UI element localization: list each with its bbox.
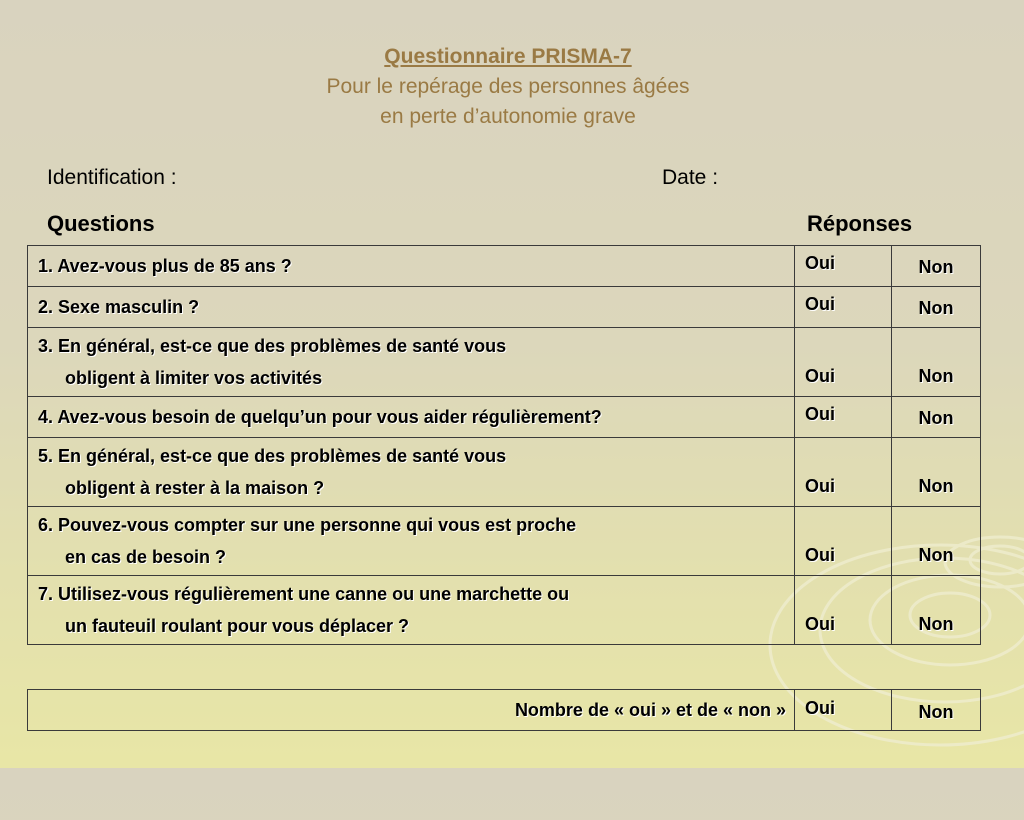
answer-yes-cell[interactable] [795, 328, 892, 397]
question-cell [28, 438, 795, 507]
answer-no-cell[interactable] [892, 438, 981, 507]
questions-heading: Questions [47, 211, 155, 236]
question-text: 3. En général, est-ce que des problèmes de santé vous [38, 336, 507, 356]
answer-no-cell[interactable] [892, 328, 981, 397]
page-subtitle-line2: en perte d’autonomie grave [380, 105, 636, 128]
table-row [28, 576, 981, 645]
question-cell [28, 287, 795, 328]
answer-yes-cell[interactable] [795, 397, 892, 438]
answer-yes-cell[interactable] [795, 507, 892, 576]
totals-label-cell [28, 690, 795, 731]
answer-yes[interactable]: Oui [805, 476, 835, 496]
totals-yes-cell[interactable] [795, 690, 892, 731]
answer-no[interactable]: Non [918, 366, 954, 386]
totals-row [28, 690, 981, 731]
table-row [28, 438, 981, 507]
table-row [28, 287, 981, 328]
date-label: Date : [662, 166, 719, 189]
answer-no-cell[interactable] [892, 287, 981, 328]
answer-no[interactable]: Non [918, 298, 954, 318]
totals-no[interactable]: Non [918, 702, 954, 722]
totals-table [27, 689, 981, 731]
answer-yes[interactable]: Oui [805, 294, 835, 314]
responses-heading: Réponses [807, 211, 913, 236]
answer-yes-cell[interactable] [795, 287, 892, 328]
question-text-continued: un fauteuil roulant pour vous déplacer ? [65, 616, 410, 636]
page-subtitle-line1: Pour le repérage des personnes âgées [326, 75, 690, 98]
question-text-continued: obligent à limiter vos activités [65, 368, 323, 388]
question-cell [28, 246, 795, 287]
question-text-continued: en cas de besoin ? [65, 547, 227, 567]
answer-yes-cell[interactable] [795, 576, 892, 645]
table-row [28, 328, 981, 397]
answer-no[interactable]: Non [918, 257, 954, 277]
answer-yes-cell[interactable] [795, 246, 892, 287]
question-text: 4. Avez-vous besoin de quelqu’un pour vous aider régulièrement? [38, 407, 602, 427]
answer-yes[interactable]: Oui [805, 404, 835, 424]
table-row [28, 507, 981, 576]
question-text: 5. En général, est-ce que des problèmes de santé vous [38, 446, 507, 466]
identification-label: Identification : [47, 166, 177, 189]
answer-yes[interactable]: Oui [805, 545, 835, 565]
answer-no-cell[interactable] [892, 576, 981, 645]
totals-no-cell[interactable] [892, 690, 981, 731]
question-cell [28, 507, 795, 576]
question-cell [28, 328, 795, 397]
answer-no-cell[interactable] [892, 397, 981, 438]
answer-yes[interactable]: Oui [805, 253, 835, 273]
table-row [28, 397, 981, 438]
answer-no[interactable]: Non [918, 614, 954, 634]
answer-no[interactable]: Non [918, 408, 954, 428]
question-cell [28, 576, 795, 645]
answer-no-cell[interactable] [892, 507, 981, 576]
answer-yes[interactable]: Oui [805, 614, 835, 634]
question-text: 7. Utilisez-vous régulièrement une canne ou une marchette ou [38, 584, 570, 604]
question-text: 2. Sexe masculin ? [38, 297, 200, 317]
question-cell [28, 397, 795, 438]
header [0, 42, 1016, 132]
question-text: 1. Avez-vous plus de 85 ans ? [38, 256, 292, 276]
answer-no-cell[interactable] [892, 246, 981, 287]
question-text: 6. Pouvez-vous compter sur une personne qui vous est proche [38, 515, 577, 535]
answer-no[interactable]: Non [918, 545, 954, 565]
questions-table [27, 245, 981, 645]
answer-no[interactable]: Non [918, 476, 954, 496]
totals-yes[interactable]: Oui [805, 698, 835, 718]
question-text-continued: obligent à rester à la maison ? [65, 478, 325, 498]
answer-yes[interactable]: Oui [805, 366, 835, 386]
totals-label: Nombre de « oui » et de « non » [514, 700, 786, 720]
page-title: Questionnaire PRISMA-7 [384, 45, 632, 68]
table-row [28, 246, 981, 287]
answer-yes-cell[interactable] [795, 438, 892, 507]
